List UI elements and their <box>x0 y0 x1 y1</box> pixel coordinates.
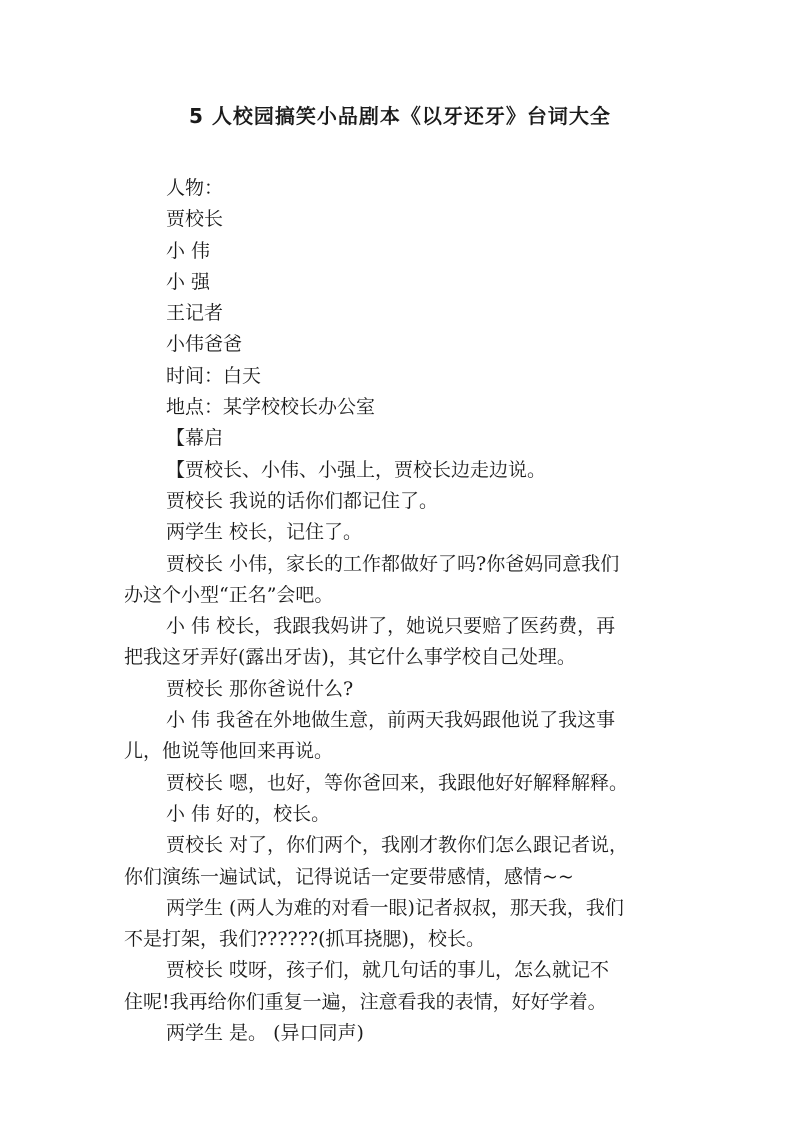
script-line: 人物： <box>166 177 224 199</box>
script-line: 时间：白天 <box>166 364 262 387</box>
script-line: 两学生 (两人为难的对看一眼)记者叔叔，那天我，我们 <box>166 896 624 919</box>
script-line: 贾校长 那你爸说什么? <box>166 677 354 700</box>
script-line: 【贾校长、小伟、小强上，贾校长边走边说。 <box>166 458 547 481</box>
script-line: 儿，他说等他回来再说。 <box>124 740 334 763</box>
script-line: 贾校长 <box>166 208 224 231</box>
script-line: 不是打架，我们??????(抓耳挠腮)，校长。 <box>124 928 485 951</box>
script-line: 两学生 是。 (异口同声) <box>166 1022 364 1045</box>
script-line: 小伟爸爸 <box>166 333 243 356</box>
script-line: 小 伟 好的，校长。 <box>166 802 331 825</box>
script-line: 办这个小型“正名”会吧。 <box>124 583 334 606</box>
script-line: 贾校长 我说的话你们都记住了。 <box>166 489 439 512</box>
script-line: 把我这牙弄好(露出牙齿)，其它什么事学校自己处理。 <box>124 646 576 669</box>
script-line: 小 强 <box>166 270 211 293</box>
script-line: 小 伟 校长，我跟我妈讲了，她说只要赔了医药费，再 <box>166 615 616 638</box>
script-line: 两学生 校长，记住了。 <box>166 521 363 544</box>
script-line: 住呢!我再给你们重复一遍，注意看我的表情，好好学着。 <box>124 990 607 1013</box>
script-body <box>124 173 680 1049</box>
script-line: 小 伟 <box>166 239 211 262</box>
script-line: 地点：某学校校长办公室 <box>166 396 376 419</box>
document-title: 5 人校园搞笑小品剧本《以牙还牙》台词大全 <box>189 104 611 128</box>
script-line: 贾校长 嗯，也好，等你爸回来，我跟他好好解释解释。 <box>166 771 629 794</box>
script-line: 小 伟 我爸在外地做生意，前两天我妈跟他说了我这事 <box>166 709 616 732</box>
script-line: 【幕启 <box>166 427 224 450</box>
script-line: 你们演练一遍试试，记得说话一定要带感情，感情~~ <box>124 865 574 888</box>
script-line: 贾校长 对了，你们两个，我刚才教你们怎么跟记者说， <box>166 834 629 857</box>
script-line: 贾校长 小伟，家长的工作都做好了吗?你爸妈同意我们 <box>166 552 620 575</box>
script-line: 王记者 <box>166 302 224 325</box>
script-line: 贾校长 哎呀，孩子们，就几句话的事儿，怎么就记不 <box>166 959 610 982</box>
